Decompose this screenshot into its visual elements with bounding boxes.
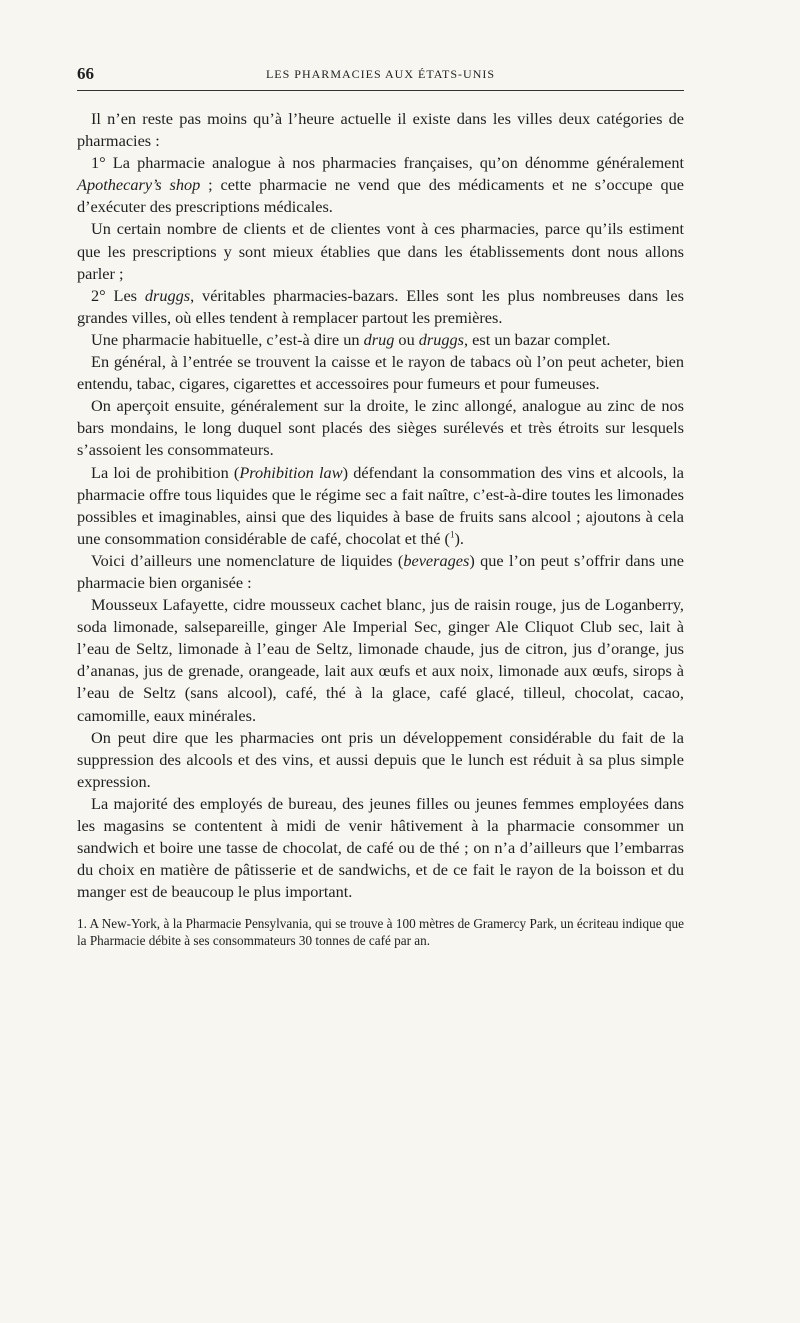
body-text [77, 108, 684, 903]
italic-term: beverages [403, 550, 470, 570]
paragraph: La loi de prohibition (Prohibition law) défendant la consommation des vins et alcools, la pharmacie offre tous liquides que le régime sec a fait naître, c’est-à-dire toutes les limonades possibles et imaginables, ainsi que des liquides à base de fruits sans alcool ; ajoutons à cela une consommation considérable de café, chocolat et thé ($^1$). [77, 462, 684, 548]
footnote-marker: 1 [449, 529, 455, 540]
italic-term: druggs [144, 285, 191, 305]
italic-term: Apothecary’s shop [77, 175, 201, 195]
paragraph: On peut dire que les pharmacies ont pris un développement considérable du fait de la suppression des alcools et des vins, et aussi depuis que le lunch est réduit à sa plus simple expression. [77, 727, 684, 791]
paragraph: Une pharmacie habituelle, c’est-à dire un drug ou druggs, est un bazar complet. [91, 329, 611, 349]
italic-term: Prohibition law [239, 462, 343, 482]
paragraph: Il n’en reste pas moins qu’à l’heure actuelle il existe dans les villes deux catégories de pharmacies : [77, 109, 684, 151]
paragraph: Un certain nombre de clients et de clientes vont à ces pharmacies, parce qu’ils estiment que les prescriptions y sont mieux établies que dans les établissements dont nous allons parler ; [77, 219, 684, 283]
italic-term: drug [363, 329, 395, 349]
page-header [77, 60, 684, 91]
running-title: LES PHARMACIES AUX ÉTATS-UNIS [265, 67, 496, 81]
page-number: 66 [77, 64, 94, 83]
book-page [77, 60, 684, 949]
paragraph: Mousseux Lafayette, cidre mousseux cachet blanc, jus de raisin rouge, jus de Loganberry, soda limonade, salsepareille, ginger Ale Imperial Sec, ginger Ale Cliquot Club sec, lait à l’eau de Seltz, limonade à l’eau de Seltz, limonade chaude, jus de citron, jus d’orange, jus d’ananas, jus de grenade, orangeade, lait aux œufs et aux noix, limonade aux œufs, sirops à l’eau de Seltz (sans alcool), café, thé à la glace, café glacé, tilleul, chocolat, cacao, camomille, eaux minérales. [77, 595, 684, 725]
paragraph: En général, à l’entrée se trouvent la caisse et le rayon de tabacs où l’on peut acheter, bien entendu, tabac, cigares, cigarettes et accessoires pour fumeurs et pour fumeuses. [77, 352, 684, 394]
paragraph: On aperçoit ensuite, généralement sur la droite, le zinc allongé, analogue au zinc de nos bars mondains, le long duquel sont placés des sièges surélevés et très étroits sur lesquels s’assoient les consommateurs. [77, 396, 684, 460]
paragraph: La majorité des employés de bureau, des jeunes filles ou jeunes femmes employées dans les magasins se contentent à midi de venir hâtivement à la pharmacie consommer un sandwich et boire une tasse de chocolat, de café ou de thé ; on n’a d’ailleurs que l’embarras du choix en matière de pâtisserie et de sandwichs, et de ce fait le rayon de la boisson et du manger est de beaucoup le plus important. [77, 793, 684, 902]
paragraph: Voici d’ailleurs une nomenclature de liquides (beverages) que l’on peut s’offrir dans une pharmacie bien organisée : [77, 550, 684, 592]
italic-term: druggs [418, 329, 465, 349]
paragraph: 1° La pharmacie analogue à nos pharmacies françaises, qu’on dénomme généralement Apothecary’s shop ; cette pharmacie ne vend que des médicaments et ne s’occupe que d’exécuter des prescriptions médicales. [77, 153, 684, 217]
footnote [77, 915, 684, 949]
footnote-text: 1. A New-York, à la Pharmacie Pensylvania, qui se trouve à 100 mètres de Gramercy Park, un écriteau indique que la Pharmacie débite à ses consommateurs 30 tonnes de café par an. [77, 916, 684, 949]
paragraph: 2° Les druggs, véritables pharmacies-bazars. Elles sont les plus nombreuses dans les grandes villes, où elles tendent à remplacer partout les premières. [77, 285, 684, 327]
